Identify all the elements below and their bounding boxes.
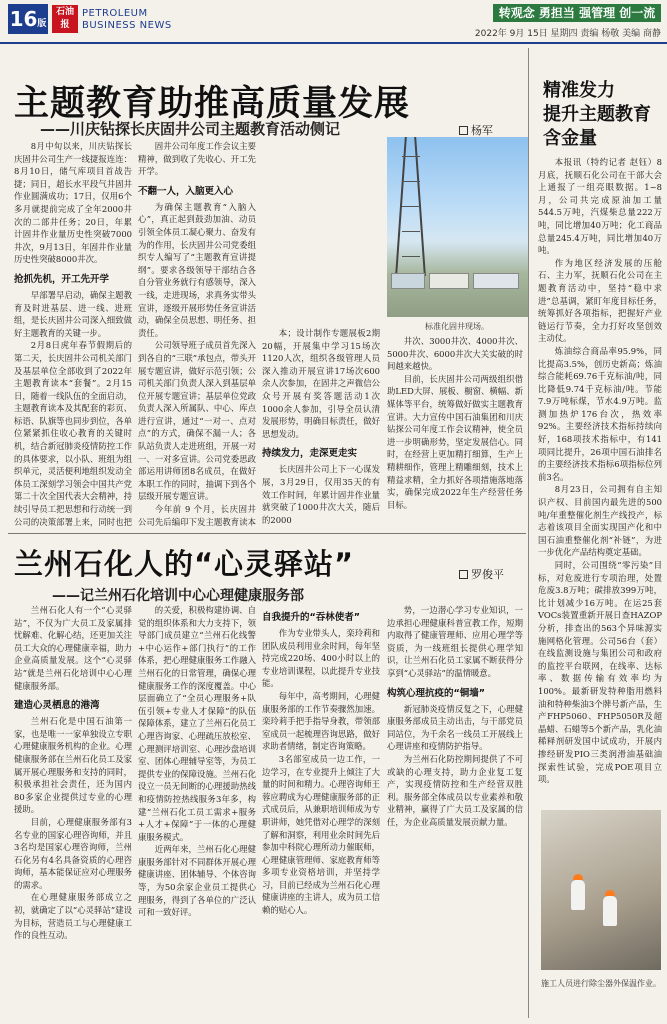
article-separator [8,533,526,534]
article2-byline: 罗俊平 [459,566,504,582]
article1-title: 主题教育助推高质量发展 [14,84,411,124]
paragraph: 今年前 9 个月，长庆固井公司先后编印下发主题教育读本 [138,504,256,527]
paragraph: 本；设计制作专题展板2期20幅，开展集中学习15场次1120人次，组织各级管理人员深入推动开展宣讲17场次600余人次参加，在固井之声微信公众号开展有奖答题活动1次1000余人参加，引导全员认清发展形势，明确目标责任，做好思想发动。 [262,328,380,439]
article1-subtitle: ——川庆钻探长庆固井公司主题教育活动侧记 [40,120,341,138]
section-heading: 建造心灵栖息的港湾 [14,700,100,712]
article2-title: 兰州石化人的“心灵驿站” [14,547,355,581]
paragraph: 每年中，高考期间，心理健康服务部的工作节奏骤然加速。栾玲莉手把手指导身教，带领部室成员一起梳理咨询思路，做好求助者情绪，制定咨询策略。 [262,690,380,752]
photo-caption: 标准化固井现场。 [425,322,489,331]
paragraph: 势，一边潜心学习专业知识，一边承担心理健康科普宣教工作，短期内取得了健康管理师、应用心理学等资质，为一线班组长提供心理学知识，让兰州石化员工家属不断获得分享到“心灵驿站”的温情暖意。 [387,605,523,678]
paragraph: 8月23日，公司拥有自主知识产权、目前国内最先进的500吨/年重整催化剂生产线投产，标志着该项目全面实现国产化和中国石油重整催化剂“补链”，为进一步优化产品结构奠定基础。 [538,484,662,558]
page-number: 16版 [8,4,48,34]
paragraph: 为兰州石化防控期间提供了不可或缺的心理支持，助力企业复工复产，实现疫情防控和生产经营双胜利。服务部全体成员以专业素养和敬业精神，赢得了广大员工及家属的信任，为企业高质量发展贡献力量。 [387,753,523,827]
masthead: PETROLEUM BUSINESS NEWS [82,8,172,31]
paragraph: 近两年来，兰州石化心理健康服务部针对不同群体开展心理健康讲座、团体辅导、个体咨询等，为50余家企业员工提供心理服务，得到了各单位的广泛认可和一致好评。 [138,844,256,918]
paragraph: 井次、3000井次、4000井次、5000井次、6000井次大关实破的时间越来越快。 [387,336,523,372]
paragraph: 兰州石化是中国石油第一家，也是唯一一家单独设立专职心理健康服务机构的企业。心理健康服务部在兰州石化员工及家属开展心理服务和支持的同时，积极承担社会责任，还为国内80多家企业提供过专业的心理援助。 [14,716,132,815]
page-header [0,0,667,44]
article2-column-2 [138,604,256,1018]
paragraph: 目前，长庆固井公司两级组织借助LED大屏、展板、橱窗、横幅、新媒体等平台，统筹做好做实主题教育宣讲。大力宣传中国石油集团和川庆钻探公司年度工作会议精神，使全员进一步明确形势，坚定发展信心。同时，在经营上更加精打细算，生产上精耕细作，管理上精雕细刻，技术上精益求精，全力抓好各项措施落地落实，确保完成2022年生产经营任务目标。 [387,373,523,510]
sidebar-title-line: 含金量 [543,128,597,149]
paragraph: 炼油综合商品率95.9%，同比提高3.5%，创历史新高；炼油综合能耗69.76千克标油/吨，同比降低9.74千克标油/吨。节能7.9万吨标煤，节水4.9万吨。监测加热炉176台次，热效率92%。主要经济技术指标持续向好，168项技术指标中，有141项同比提升，26项中国石油排名的主要经济技术指标6项指标位列前3名。 [538,345,662,482]
paragraph: 8月中旬以来，川庆钻探长庆固井公司生产一线捷报连连：8月10日，储气库项目首战告捷；同日，超长水平段气井固井作业圆满成功；17日，仅用6个多月就提前完成了全年2000井次的二部井任务；20日，年累计固井作业量历史性突破7000井次，9月13日，年固井作业量历史性突破8000井次。 [14,141,132,265]
worker-figure [571,880,585,910]
section-heading: 持续发力，走深更走实 [262,448,358,460]
article2-column-4 [387,604,523,1018]
paragraph: 2月8日虎年春节假期后的第二天，长庆固井公司机关部门及基层单位全部收到了2022年主题教育读本“套餐”。2月15日，随着一线队伍的全面启动，主题教育读本及其配套的彩页、标语、队旗等也同步到位，各单位紧紧抓住收心教育的关键时机，结合新冠肺炎疫情防控工作的具体要求，以小队、班组为组织单元，灵活便利地组织发动全体员工深刻学习领会中国共产党第二十次全国代表大会精神，持续引导员工把思想和行动统一到公司的决策部署上来，同时也把 [14,340,132,527]
article2-column-3 [262,604,380,1018]
paragraph: 固井公司年度工作会议主要精神，做到收了先收心、开工先开学。 [138,141,256,177]
paragraph: 3名部室成员一边工作，一边学习，在专业提升上倾注了大量的时间和精力。心理咨询师王蓉应聘成为心理健康服务部的正式成员后，从兼职培训师成为专职讲师，她凭借对心理学的深刻了解和洞察，利用业余时间先后参加中科院心理所动力催眠师，心理健康管理师、家庭教育师等多项专业资格培训，并坚持学习，目前已经成为兰州石化心理健康讲座的主讲人，成为员工信赖的贴心人。 [262,753,380,916]
paragraph: 公司领导班子成员首先深入到各自的“三联”承包点，带头开展专题宣讲，做好示范引领；公司机关部门负责人深入到基层单位开展专题宣讲；基层单位党政负责人深入所属队、中心、库点进行宣讲，通过“一对一、点对点”的方式，确保不漏一人；各队站负责人走进班组，开展一对一、一对多宣讲。公司党委思政部运用讲师团8名成员，在做好本职工作的同时，抽调下到各个层级开展专题宣讲。 [138,340,256,502]
workers-photo [541,810,661,970]
paragraph: 为确保主题教育“入脑入心”，真正起到鼓劲加油、动员引领全体员工凝心聚力、奋发有为的作用，长庆固井公司党委组织专人编写了“主题教育宣讲提纲”。要求各级领导干部结合各自分管业务就行有感领导，深入一线，走进现场，求真务实带头宣讲，逐级开展形势任务宣讲活动，确保全员思想、明任务、担责任。 [138,201,256,338]
helmet [573,874,583,880]
drilling-rig [397,137,427,276]
paragraph: 的关爱，积极构建协调、自觉的组织体系和大力支持下，领导部门成员建立“兰州石化线警+中心运作+部门执行”的工作体系，把心理健康服务工作融入兰州石化的日常管理，确保心理健康服务工作的深度覆盖。中心层面确立了“全员心理服务+队伍引领+专业人才保障”的队伍保障体系，建立了兰州石化员工心理咨询家、心理疏压放松室、心理测评培训室、心理沙盘培训室、团体心理辅导室等，为员工提供专业的保障设施。兰州石化设立一员无间断的心理援助热线和疫情防控热线服务3年多，构建“兰州石化工员工需求+服务+人才+保障”于一体的心理健康服务模式。 [138,605,256,842]
worker-figure [603,896,617,926]
article2-column-1 [14,604,132,1018]
drilling-site-photo [387,137,528,317]
paragraph: 新冠肺炎疫情反复之下，心理健康服务部成员主动出击，与干部党员同站位，为千余名一线员工开展线上心理讲座和疫情防护指导。 [387,703,523,752]
helmet [605,890,615,896]
article1-column-2 [138,140,256,528]
column-divider [528,48,529,1018]
sidebar-title-line: 精准发力 [543,80,615,101]
newspaper-logo: 石油报 [52,5,78,33]
sidebar-photo-caption: 施工人员进行除尘器外保温作业。 [541,979,661,988]
section-heading: 抢抓先机，开工先开学 [14,273,110,285]
paragraph: 作为地区经济发展的压舱石、主力军，抚顺石化公司在主题教育活动中，坚持“稳中求进”总基调，紧盯年度目标任务，统筹抓好各项指标，把握好产业链运行节奏，全力打好攻坚创效主动仗。 [538,257,662,344]
article1-column-3 [262,327,380,528]
section-heading: 构筑心理抗疫的“铜墙” [387,687,485,699]
byline-box-icon [459,570,468,579]
date-line: 2022年 9月 15日 星期四 责编 杨敬 美编 商静 [474,29,661,39]
paragraph: 在心理健康服务部成立之初，就确定了以“心灵驿站”建设为目标，营造员工与心理健康工作的良性互动。 [14,892,132,941]
section-heading: 自我提升的“吞林使者” [262,612,360,623]
byline-box-icon [459,126,468,135]
article1-column-1 [14,140,132,528]
paragraph: 目前，心理健康服务部有3名专业的国家心理咨询师，并且3名均是国家心理咨询师，兰州石化另有4名具备资质的心理咨询师，基本能保证应对心理服务的需求。 [14,816,132,890]
sidebar-title [543,79,651,151]
sidebar-column [538,156,662,802]
paragraph: 作为专业带头人，栾玲莉和团队成员利用业余时间，每年坚持完成220场、400小时以上的专业培训课程，以此提升专业技能。 [262,628,380,689]
article1-column-4 [387,335,523,528]
article1-byline: 杨军 [459,122,493,138]
section-heading: 不翻一人，入脑更入心 [138,185,234,197]
paragraph: 兰州石化人有一个“心灵驿站”，不仅为广大员工及家属排忧解难、化解心结，还更加关注员工大众的心理健康幸福，助力企业高质量发展。这个“心灵驿站”就是兰州石化培训中心心理健康服务部。 [14,605,132,691]
paragraph: 本报讯（特约记者 赵钰）8月底，抚顺石化公司在干部大会上通报了一组亮眼数据。1~8月，公司共完成原油加工量544.5万吨，汽煤柴总量222万吨，同比增加40万吨；化工商品总量245.4万吨，同比增加40万吨。 [538,157,662,256]
paragraph: 早部署早启动，确保主题教育及时进基层、进一线、进班组，是长庆固井公司深入细致做好主题教育的关键一步。 [14,289,132,338]
paragraph: 同时，公司围绕“零污染”目标，对危废进行专项治理，处置危废3.8万吨；碳排放399万吨，比计划减少16万吨。在运25套VOCs装置重新开展日查HAZOP分析，排查出的563个异味源实施网格化管理。公司56台（套）在线监测设施与集团公司和政府的监控平台联网，在线率、达标率、数据传输有效率均为100%。最新研发特种脂用燃料油和特种柴油3个牌号新产品，生产FHP5060、FHP5050R及超晶蜡、石蜡等5个新产品，乳化油稀释剂研发国中试成功，开展内掺经研发PIO三类润滑油基础油探索性试验，完成POE项目立项。 [538,560,662,785]
article2-subtitle: ——记兰州石化培训中心心理健康服务部 [52,588,304,604]
paragraph: 长庆固井公司上下一心谋发展，3月29日，仅用35天的有效工作时间，年累计固井作业量就突破了1000井次大关，随后的2000 [262,464,380,525]
slogan-banner: 转观念 勇担当 强管理 创一流 [493,4,661,22]
sidebar-title-line: 提升主题教育 [543,104,651,125]
